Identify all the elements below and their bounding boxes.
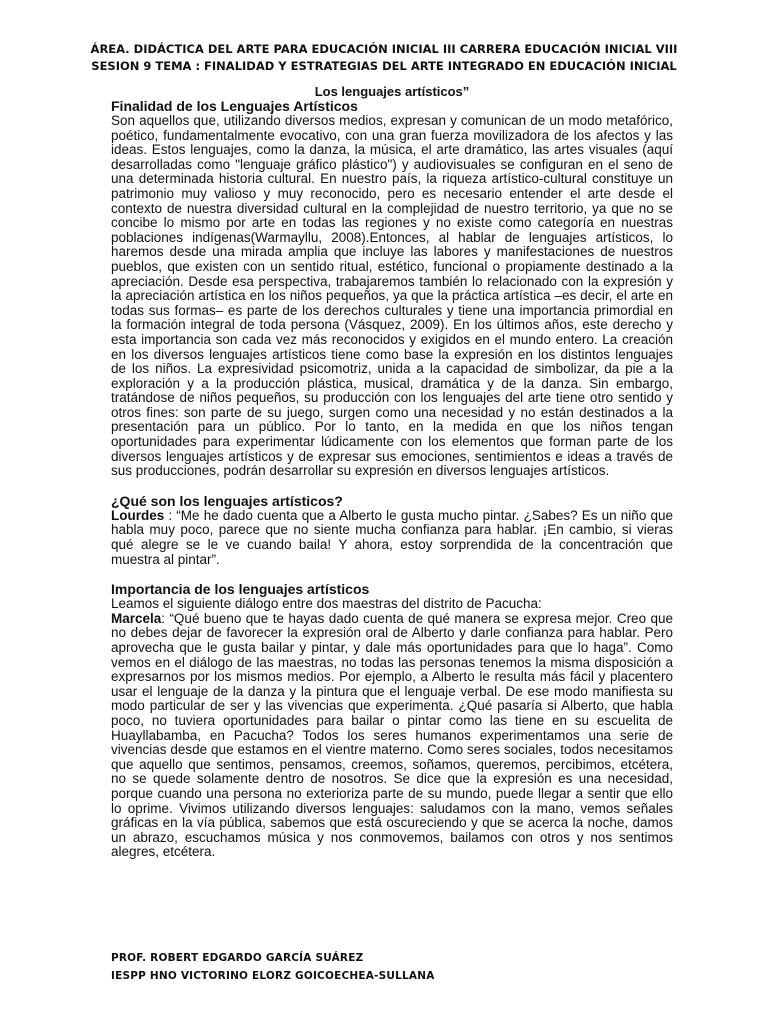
paragraph-spacer (111, 479, 673, 494)
dialogue-marcela (111, 612, 673, 860)
page-footer (111, 949, 435, 985)
section-heading-importancia: Importancia de los lenguajes artísticos (111, 581, 370, 598)
document-body (111, 84, 673, 860)
dialogue-text: : “Qué bueno que te hayas dado cuenta de qué manera se expresa mejor. Creo que no debes dejar de favorecer la expresión oral de Alberto y darle confianza para hablar. Pero aprovecha que le gusta bailar y pintar, y dale más oportunidades para que lo haga”. Como vemos en el diálogo de las maestras, no todas las personas tenemos la misma disposición a expresarnos por los mismos medios. Por ejemplo, a Alberto le resulta más fácil y placentero usar el lenguaje de la danza y la pintura que el lenguaje verbal. De ese modo manifiesta su modo particular de ser y las vivencias que experimenta. ¿Qué pasaría si Alberto, que habla poco, no tuviera oportunidades para bailar o pintar como las tiene en su escuelita de Huayllabamba, en Pacucha? Todos los seres humanos experimentamos una serie de vivencias desde que estamos en el vientre materno. Como seres sociales, todos necesitamos que aquello que sentimos, pensamos, creemos, soñamos, queremos, percibimos, etcétera, no se quede solamente dentro de nosotros. Se dice que la expresión es una necesidad, porque cuando una persona no exterioriza parte de su mundo, puede llegar a sentir que ello lo oprime. Vivimos utilizando diversos lenguajes: saludamos con la mano, vemos señales gráficas en la vía pública, sabemos que está oscureciendo y que se acerca la noche, damos un abrazo, escuchamos música y nos conmovemos, bailamos con otros y nos sentimos alegres, etcétera. (111, 610, 673, 860)
header-session-line: SESION 9 TEMA : FINALIDAD Y ESTRATEGIAS DEL ARTE INTEGRADO EN EDUCACIÓN INICIAL (91, 59, 677, 73)
header-course-line: ÁREA. DIDÁCTICA DEL ARTE PARA EDUCACIÓN INICIAL III CARRERA EDUCACIÓN INICIAL VIII (90, 42, 678, 56)
dialogue-text: : “Me he dado cuenta que a Alberto le gusta mucho pintar. ¿Sabes? Es un niño que habla muy poco, parece que no siente mucha confianza para hablar. ¡En cambio, si vieras qué alegre se le ve cuando baila! Y ahora, estoy sorprendida de la concentración que muestra al pintar”. (111, 507, 673, 567)
section-heading-que-son: ¿Qué son los lenguajes artísticos? (111, 492, 343, 509)
section-heading-finalidad: Finalidad de los Lenguajes Artísticos (111, 98, 358, 114)
paragraph-spacer (111, 567, 673, 582)
section-paragraph-finalidad: Son aquellos que, utilizando diversos medios, expresan y comunican de un modo metafórico, poético, fundamentalmente evocativo, con una gran fuerza movilizadora de los afectos y las ideas. Estos lenguajes, como la danza, la música, el arte dramático, las artes visuales (aquí desarrolladas como "lenguaje gráfico plástico") y audiovisuales se configuran en el seno de una determinada historia cultural. En nuestro país, la riqueza artístico-cultural constituye un patrimonio muy valioso y muy reconocido, pero es necesario entender el arte desde el contexto de nuestra diversidad cultural en la complejidad de nuestro territorio, ya que no se concibe lo mismo por arte en todas las regiones y no existe como categoría en nuestras poblaciones indígenas(Warmayllu, 2008).Entonces, al hablar de lenguajes artísticos, lo haremos desde una mirada amplia que incluye las labores y manifestaciones de nuestros pueblos, que existen con un sentido ritual, estético, funcional o propiamente destinado a la apreciación. Desde esa perspectiva, trabajaremos también lo relacionado con la expresión y la apreciación artística en los niños pequeños, ya que la práctica artística –es decir, el arte en todas sus formas– es parte de los derechos culturales y tiene una importancia primordial en la formación integral de toda persona (Vásquez, 2009). En los últimos años, este derecho y esta importancia son cada vez más reconocidos y exigidos en el mundo entero. La creación en los diversos lenguajes artísticos tiene como base la expresión en los distintos lenguajes de los niños. La expresividad psicomotriz, unida a la capacidad de simbolizar, da pie a la exploración y a la producción plástica, musical, dramática y de la danza. Sin embargo, tratándose de niños pequeños, su producción con los lenguajes del arte tiene otro sentido y otros fines: son parte de su juego, surgen como una necesidad y no están destinados a la presentación para un público. Por lo tanto, en la medida en que los niños tengan oportunidades para experimentar lúdicamente con los elementos que forman parte de los diversos lenguajes artísticos y de expresar sus emociones, sentimientos e ideas a través de sus producciones, podrán desarrollar su expresión en diversos lenguajes artísticos. (111, 113, 673, 479)
page-header (0, 41, 768, 75)
footer-author: PROF. ROBERT EDGARDO GARCÍA SUÁREZ (111, 952, 364, 964)
section-intro-importancia: Leamos el siguiente diálogo entre dos maestras del distrito de Pacucha: (111, 596, 542, 612)
dialogue-lourdes (111, 509, 673, 567)
speaker-name: Lourdes (111, 507, 165, 523)
document-title: Los lenguajes artísticos” (314, 84, 470, 99)
speaker-name: Marcela (111, 610, 162, 626)
footer-institution: IESPP HNO VICTORINO ELORZ GOICOECHEA-SULLANA (111, 970, 435, 982)
